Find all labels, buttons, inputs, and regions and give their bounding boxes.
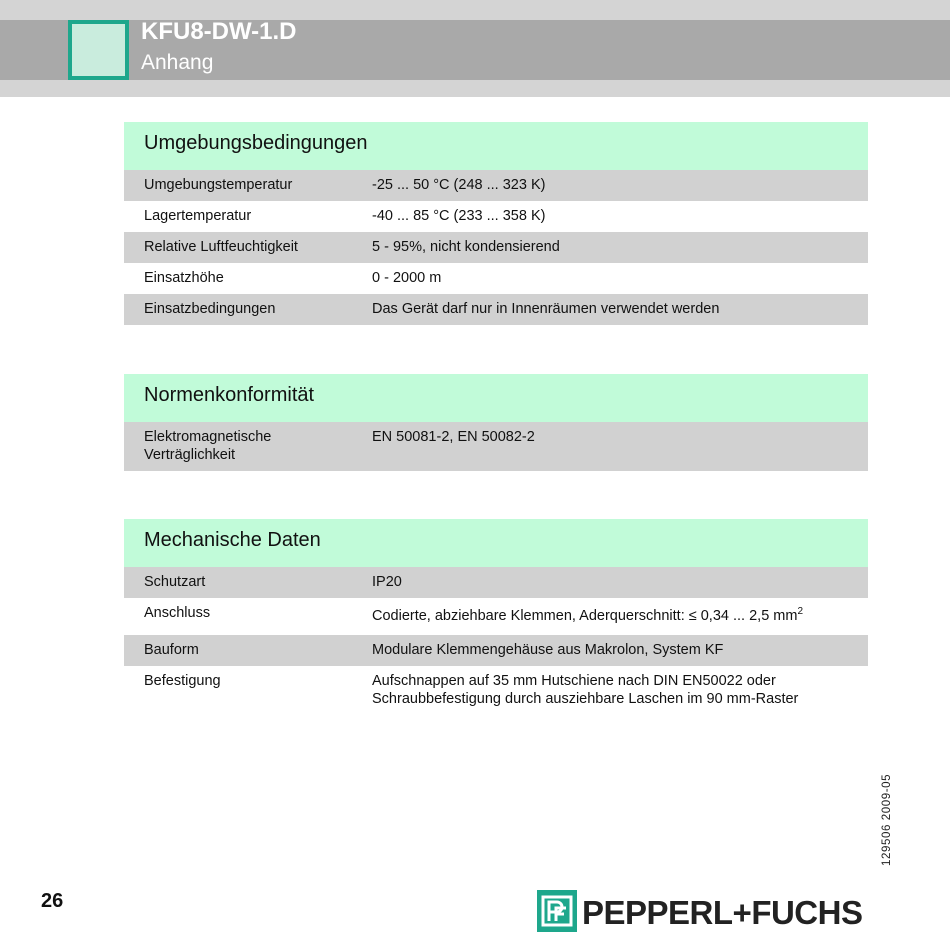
table-row — [124, 635, 868, 666]
row-label: Einsatzhöhe — [144, 270, 224, 286]
row-label-line: Elektromagnetische — [144, 429, 272, 445]
section-title: Normenkonformität — [124, 374, 868, 422]
section-mechanische-daten — [124, 519, 868, 715]
row-label-line: Verträglichkeit — [144, 447, 236, 463]
row-value: -40 ... 85 °C (233 ... 358 K) — [372, 208, 546, 224]
row-value-superscript: 2 — [797, 606, 804, 618]
pf-logo-icon — [537, 890, 577, 932]
row-label: Einsatzbedingungen — [144, 301, 276, 317]
row-label: Befestigung — [144, 673, 221, 689]
page-number: 26 — [41, 890, 64, 912]
table-row — [124, 232, 868, 263]
row-label: Relative Luftfeuchtigkeit — [144, 239, 298, 255]
section-umgebungsbedingungen — [124, 122, 868, 325]
row-label: Umgebungstemperatur — [144, 177, 293, 193]
row-label: Lagertemperatur — [144, 208, 252, 224]
row-value: Das Gerät darf nur in Innenräumen verwendet werden — [372, 301, 720, 317]
row-value: Modulare Klemmengehäuse aus Makrolon, System KF — [372, 642, 724, 658]
page-subtitle: Anhang — [141, 51, 214, 74]
table-row — [124, 263, 868, 294]
row-label: Schutzart — [144, 574, 206, 590]
row-value-text: Codierte, abziehbare Klemmen, Aderquerschnitt: ≤ 0,34 ... 2,5 mm — [372, 608, 798, 624]
table-row — [124, 666, 868, 715]
row-value: 5 - 95%, nicht kondensierend — [372, 239, 560, 255]
row-value: 0 - 2000 m — [372, 270, 442, 286]
table-row — [124, 294, 868, 325]
row-label: Anschluss — [144, 605, 211, 621]
brand-logo — [537, 888, 862, 932]
header-band-bottom — [0, 80, 950, 97]
section-title: Mechanische Daten — [124, 519, 868, 567]
row-value: EN 50081-2, EN 50082-2 — [372, 429, 535, 445]
row-value — [372, 672, 868, 708]
row-value-line: Schraubbefestigung durch ausziehbare Laschen im 90 mm-Raster — [372, 691, 799, 707]
table-row — [124, 170, 868, 201]
table-row — [124, 567, 868, 598]
header-square-icon — [68, 20, 129, 80]
row-value-line: Aufschnappen auf 35 mm Hutschiene nach DIN EN50022 oder — [372, 673, 776, 689]
logo-wordmark: PEPPERL+FUCHS — [582, 894, 863, 931]
table-row — [124, 422, 868, 471]
header-band-top — [0, 0, 950, 20]
row-label — [124, 428, 372, 464]
document-code: 129506 2009-05 — [881, 773, 893, 866]
page-title: KFU8-DW-1.D — [141, 18, 297, 45]
row-value: -25 ... 50 °C (248 ... 323 K) — [372, 177, 546, 193]
row-label: Bauform — [144, 642, 199, 658]
table-row — [124, 201, 868, 232]
section-title: Umgebungsbedingungen — [124, 122, 868, 170]
table-row — [124, 598, 868, 635]
pf-logo-glyph-icon — [540, 894, 574, 928]
row-value — [372, 604, 868, 625]
row-value: IP20 — [372, 574, 402, 590]
section-normenkonformitaet — [124, 374, 868, 471]
